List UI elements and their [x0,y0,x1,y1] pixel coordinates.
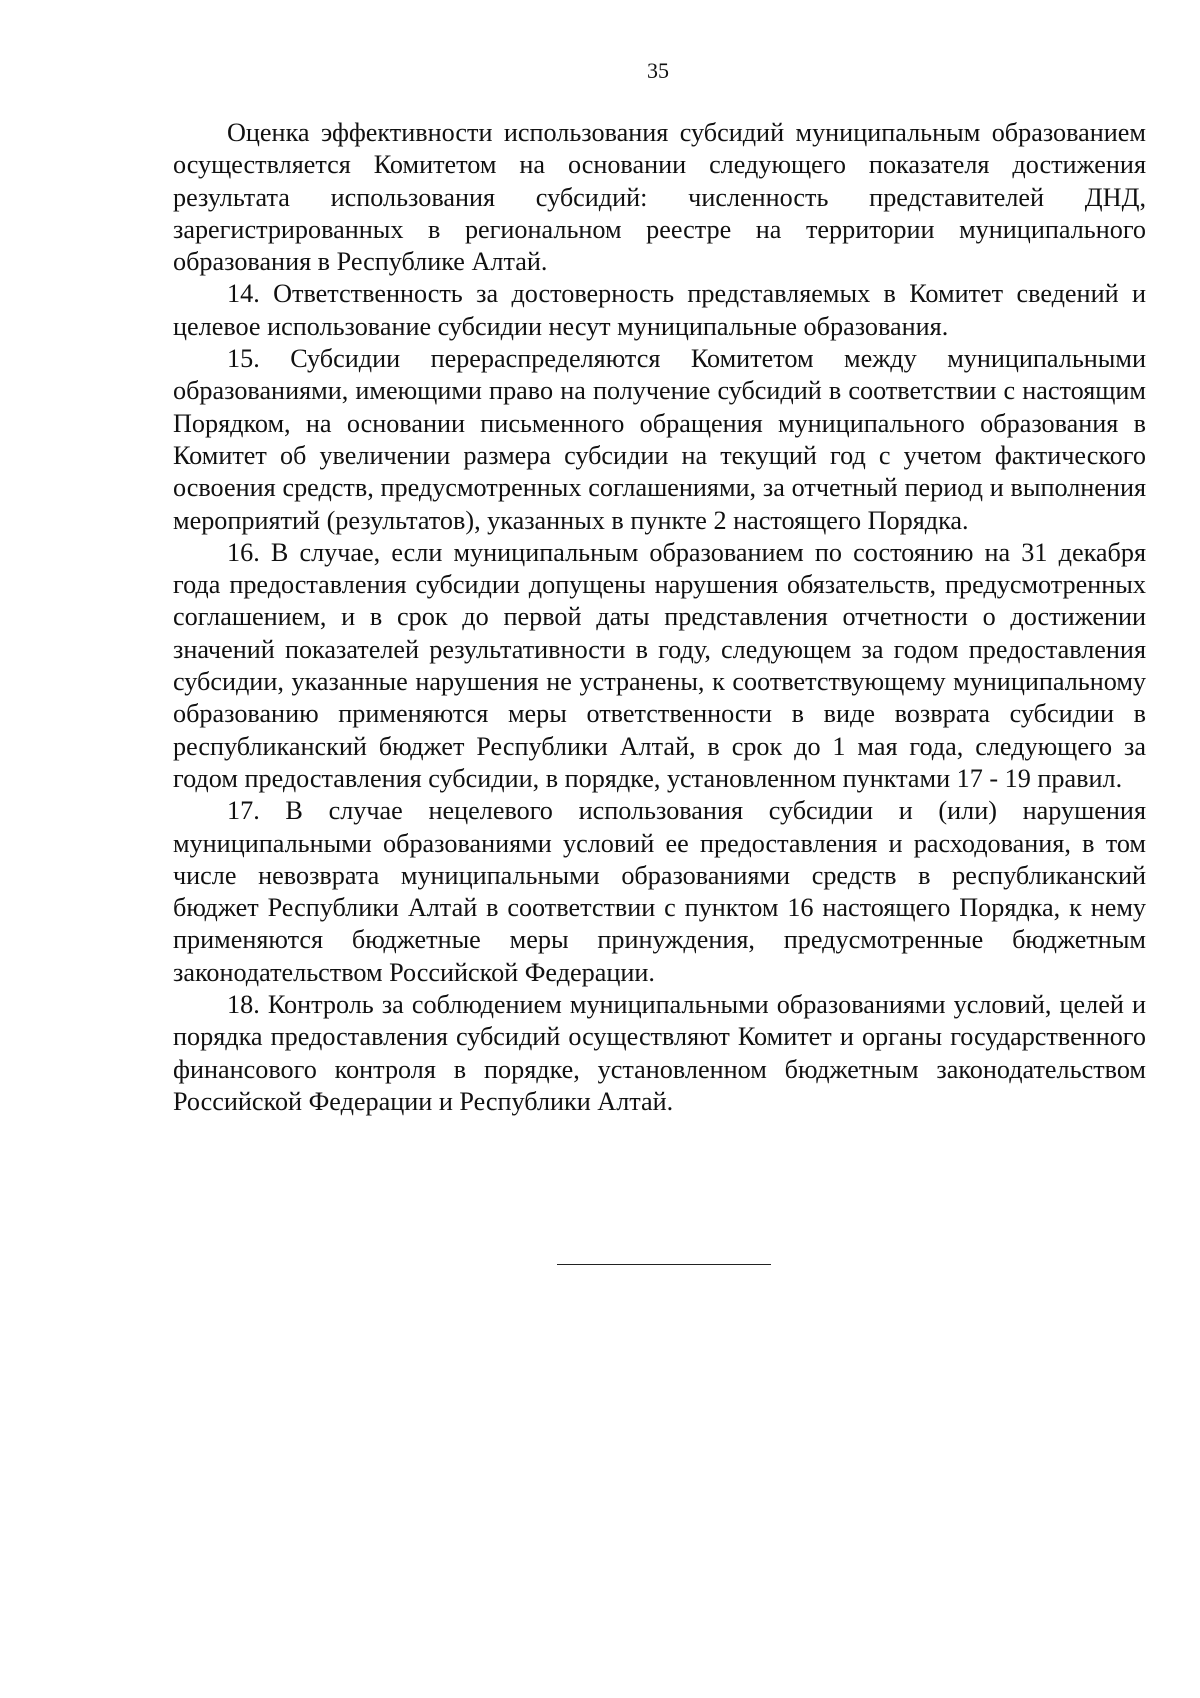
page-number: 35 [647,58,669,83]
paragraph-15-redistribution: 15. Субсидии перераспределяются Комитетом между муниципальными образованиями, имеющими право на получение субсидий в соответствии с настоящим Порядком, на основании письменного обращения муниципального образования в Комитет об увеличении размера субсидии на текущий год с учетом фактического освоения средств, предусмотренных соглашениями, за отчетный период и выполнения мероприятий (результатов), указанных в пункте 2 настоящего Порядка. [173,344,1146,535]
paragraph-17-misuse: 17. В случае нецелевого использования субсидии и (или) нарушения муниципальными образованиями условий ее предоставления и расходования, в том числе невозврата муниципальными образованиями средств в республиканский бюджет Республики Алтай в соответствии с пунктом 16 настоящего Порядка, к нему применяются бюджетные меры принуждения, предусмотренные бюджетным законодательством Российской Федерации. [173,796,1146,987]
paragraph-18-control: 18. Контроль за соблюдением муниципальными образованиями условий, целей и порядка предоставления субсидий осуществляют Комитет и органы государственного финансового контроля в порядке, установленном бюджетным законодательством Российской Федерации и Республики Алтай. [173,990,1146,1116]
document-body [173,117,1146,1118]
end-of-text-divider [557,1264,771,1265]
paragraph-14-responsibility: 14. Ответственность за достоверность представляемых в Комитет сведений и целевое использование субсидии несут муниципальные образования. [173,279,1146,341]
paragraph-16-violations: 16. В случае, если муниципальным образованием по состоянию на 31 декабря года предоставления субсидии допущены нарушения обязательств, предусмотренных соглашением, и в срок до первой даты представления отчетности о достижении значений показателей результативности в году, следующем за годом предоставления субсидии, указанные нарушения не устранены, к соответствующему муниципальному образованию применяются меры ответственности в виде возврата субсидии в республиканский бюджет Республики Алтай, в срок до 1 мая года, следующего за годом предоставления субсидии, в порядке, установленном пунктами 17 - 19 правил. [173,537,1146,793]
paragraph-performance-evaluation: Оценка эффективности использования субсидий муниципальным образованием осуществляется Комитетом на основании следующего показателя достижения результата использования субсидий: численность представителей ДНД, зарегистрированных в региональном реестре на территории муниципального образования в Республике Алтай. [173,118,1146,277]
